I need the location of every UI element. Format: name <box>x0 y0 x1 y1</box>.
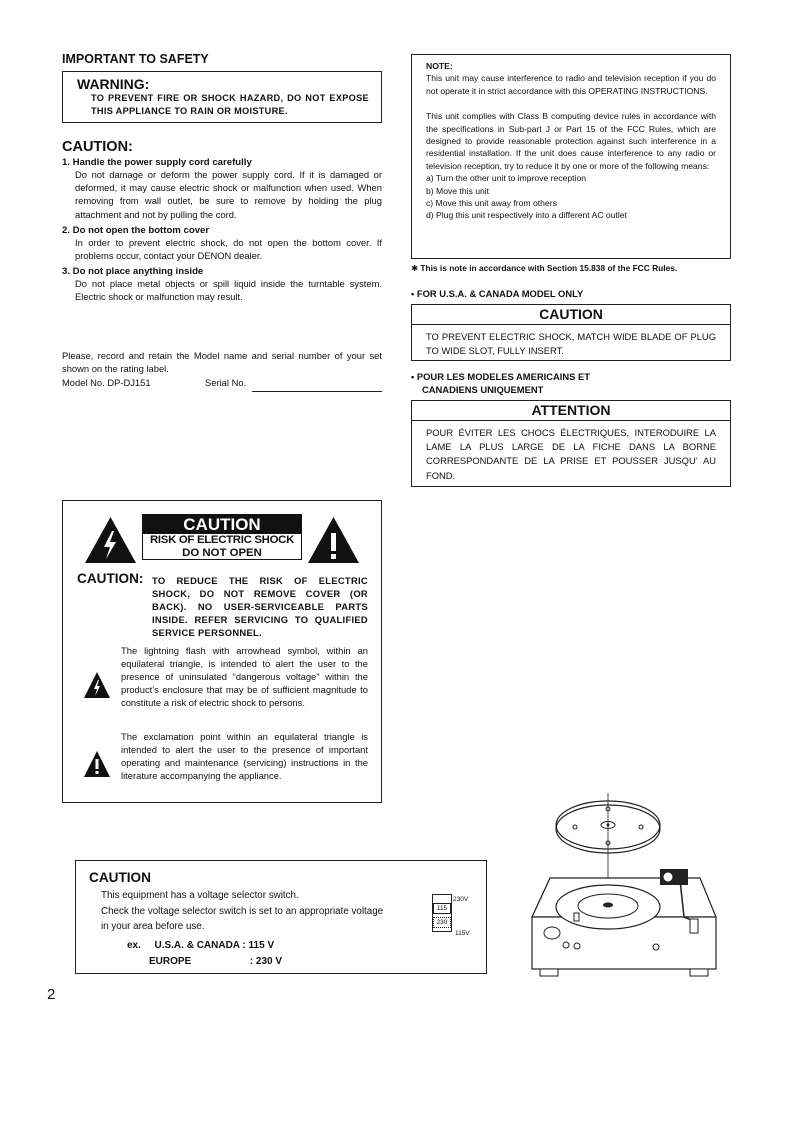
voltage-switch-icon <box>432 894 452 932</box>
record-note: Please, record and retain the Model name and serial number of your set shown on the rating label. <box>62 350 382 375</box>
note-para-2: This unit complies with Class B computing device rules in accordance with the specifications in Sub-part J or Part 15 of the FCC Rules, which are designed to provide reasonable protection against such interference in a residential installation. If the unit does cause interference to any radio or television reception, try to reduce it by one or more of the following means: <box>426 111 716 171</box>
fr-attention-box <box>411 400 731 487</box>
fr-bullet-line-1: • POUR LES MODELES AMERICAINS ET <box>411 371 590 382</box>
lightning-icon <box>83 515 138 565</box>
caution-item-1 <box>62 157 382 221</box>
switch-115-label: 115 <box>433 903 451 914</box>
exclamation-icon <box>306 515 361 565</box>
note-box <box>411 54 731 259</box>
model-label: Model No. DP-DJ151 <box>62 377 151 388</box>
usa-voltage-value: : 115 V <box>242 940 275 951</box>
usa-voltage-label: U.S.A. & CANADA <box>154 940 240 951</box>
note-mean-c: c) Move this unit away from others <box>426 198 557 209</box>
caution-item-title: 2. Do not open the bottom cover <box>62 224 210 236</box>
caution-item-title: 1. Handle the power supply cord carefully <box>62 157 252 168</box>
lightning-small-icon <box>83 671 111 699</box>
switch-top-label: 230V <box>453 896 469 903</box>
shock-caution-word: CAUTION: <box>77 571 144 586</box>
serial-label: Serial No. <box>205 377 247 388</box>
switch-230-label: 230 <box>433 917 451 928</box>
voltage-title: CAUTION <box>89 870 151 885</box>
eu-voltage-label: EUROPE <box>149 956 192 967</box>
caution-item-body: Do not place metal objects or spill liquid inside the turntable system. Electric shock or malfunction may result. <box>75 278 382 303</box>
shock-caution-text: TO REDUCE THE RISK OF ELECTRIC SHOCK, DO NOT REMOVE COVER (OR BACK). NO USER-SERVICEABLE PARTS INSIDE. REFER SERVICING TO QUALIFIED SERVICE PERSONNEL. <box>152 575 368 638</box>
usa-caution-box <box>411 304 731 361</box>
caution-item-body: Do not damage or deform the power supply cord. If it is damaged or deformed, it may cause electric shock or malfunction when used. When removing from wall outlet, be sure to remove by holding the plug attachment and not by pulling the cord. <box>75 169 382 220</box>
switch-bottom-label: 115V <box>455 930 470 937</box>
fr-attention-head: ATTENTION <box>412 401 730 421</box>
eu-voltage-value: : 230 V <box>249 956 283 967</box>
shock-label-title: CAUTION <box>143 515 301 534</box>
lightning-text: The lightning flash with arrowhead symbol, within an equilateral triangle, is intended to alert the user to the presence of uninsulated “dangerous voltage” within the product’s enclosure that may be of sufficient magnitude to constitute a risk of electric shock to persons. <box>121 645 368 708</box>
voltage-line-1: This equipment has a voltage selector switch. <box>101 890 299 901</box>
note-title: NOTE: <box>426 61 453 71</box>
warning-title: WARNING: <box>77 76 150 92</box>
warning-text: TO PREVENT FIRE OR SHOCK HAZARD, DO NOT EXPOSE THIS APPLIANCE TO RAIN OR MOISTURE. <box>91 93 369 116</box>
caution-title: CAUTION: <box>62 139 133 155</box>
serial-line <box>252 391 382 392</box>
fcc-note: ✱ This is note in accordance with Section 15.838 of the FCC Rules. <box>411 263 678 273</box>
note-mean-b: b) Move this unit <box>426 185 490 196</box>
fr-bullet <box>411 371 590 396</box>
usa-caution-head: CAUTION <box>412 305 730 325</box>
fr-bullet-line-2: CANADIENS UNIQUEMENT <box>422 383 544 395</box>
caution-list <box>62 157 382 304</box>
shock-label-line-2: DO NOT OPEN <box>182 547 262 559</box>
voltage-caution-box <box>75 860 487 974</box>
voltage-line-3: in your area before use. <box>101 921 205 932</box>
exclaim-text: The exclamation point within an equilateral triangle is intended to alert the user to the presence of important operating and maintenance (servicing) instructions in the literature accompanying the appliance. <box>121 731 368 781</box>
shock-label <box>142 514 302 560</box>
note-mean-a: a) Turn the other unit to improve reception <box>426 173 587 184</box>
caution-item-title: 3. Do not place anything inside <box>62 266 204 278</box>
caution-item-3 <box>62 266 382 303</box>
shock-label-line-1: RISK OF ELECTRIC SHOCK <box>149 534 294 546</box>
exclamation-small-icon <box>83 750 111 778</box>
voltage-text <box>101 888 383 935</box>
caution-item-2 <box>62 225 382 262</box>
note-mean-d: d) Plug this unit respectively into a different AC outlet <box>426 210 627 221</box>
usa-caution-text: TO PREVENT ELECTRIC SHOCK, MATCH WIDE BLADE OF PLUG TO WIDE SLOT, FULLY INSERT. <box>426 331 716 356</box>
voltage-examples <box>127 938 282 970</box>
warning-box <box>62 71 382 123</box>
caution-item-body: In order to prevent electric shock, do not open the bottom cover. If problems occur, contact your DENON dealer. <box>75 236 382 262</box>
note-para-1: This unit may cause interference to radio and television reception if you do not operate it in strict accordance with this OPERATING INSTRUCTIONS. <box>426 73 716 96</box>
usa-bullet: • FOR U.S.A. & CANADA MODEL ONLY <box>411 288 584 299</box>
page-number: 2 <box>47 986 56 1003</box>
voltage-line-2: Check the voltage selector switch is set to an appropriate voltage <box>101 905 384 917</box>
ex-label: ex. <box>127 940 141 951</box>
fr-attention-text: POUR ÉVITER LES CHOCS ÉLECTRIQUES, INTERODUIRE LA LAME LA PLUS LARGE DE LA FICHE DANS LA BORNE CORRESPONDANTE DE LA PRISE ET POUSSER JUSQU’ AU FOND. <box>426 427 716 481</box>
turntable-illustration <box>520 785 730 985</box>
section-title: IMPORTANT TO SAFETY <box>62 52 209 66</box>
shock-warning-box <box>62 500 382 803</box>
